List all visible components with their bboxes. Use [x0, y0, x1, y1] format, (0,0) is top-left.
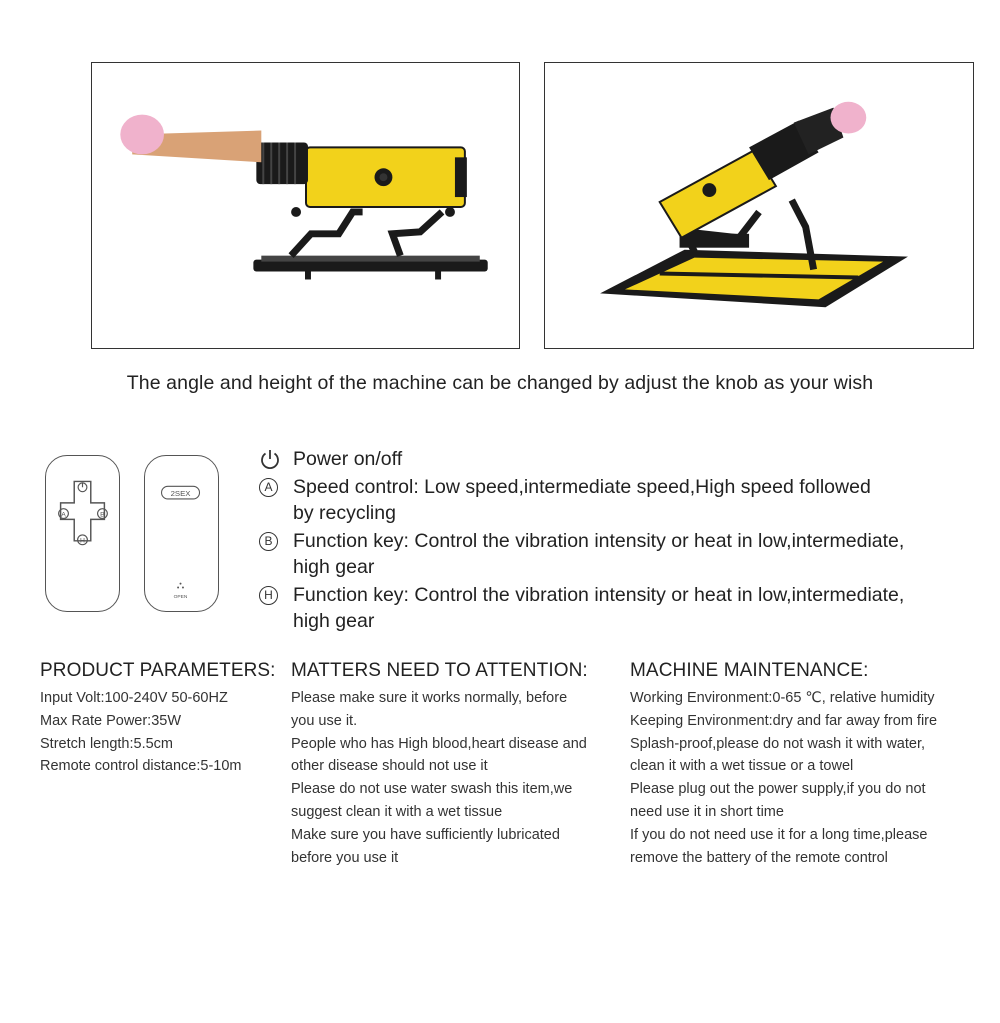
- attention-line: People who has High blood,heart disease and: [291, 735, 587, 752]
- attention-line: Make sure you have sufficiently lubricated: [291, 826, 560, 843]
- adjustment-caption: The angle and height of the machine can be changed by adjust the knob as your wish: [126, 372, 874, 394]
- remote-control-back: [144, 455, 219, 612]
- product-parameters-section: [40, 660, 280, 778]
- legend-text-speed-cont: by recycling: [293, 502, 396, 524]
- legend-item-speed: [259, 474, 969, 526]
- attention-line: Please do not use water swash this item,we: [291, 781, 573, 798]
- machine-angled-illustration: [545, 63, 973, 348]
- param-line: Max Rate Power:35W: [40, 712, 182, 729]
- legend-item-power: [259, 446, 969, 472]
- product-photo-angled: [544, 62, 974, 349]
- remote-b-label: B: [100, 511, 105, 519]
- remote-back-face: [145, 456, 218, 611]
- maintenance-line: Please plug out the power supply,if you do not: [630, 781, 926, 798]
- legend-text-power: Power on/off: [293, 448, 403, 470]
- maintenance-line: If you do not need use it for a long time,please: [630, 826, 928, 843]
- legend-item-function-b: [259, 528, 969, 580]
- attention-line: before you use it: [291, 849, 399, 866]
- maintenance-line: Keeping Environment:dry and far away from fire: [630, 712, 938, 729]
- letter-a-icon: A: [259, 478, 278, 497]
- product-parameters-heading: PRODUCT PARAMETERS:: [40, 660, 276, 681]
- legend-text-function-b: Function key: Control the vibration intensity or heat in low,intermediate,: [293, 530, 905, 552]
- battery-open-label: OPEN: [173, 595, 188, 601]
- letter-b-icon: B: [259, 532, 278, 551]
- legend-text-speed: Speed control: Low speed,intermediate speed,High speed followed: [293, 476, 871, 498]
- legend-item-function-h: [259, 582, 969, 634]
- attention-line: other disease should not use it: [291, 758, 488, 775]
- remote-h-label: H: [80, 537, 85, 545]
- maintenance-heading: MACHINE MAINTENANCE:: [630, 660, 869, 681]
- attention-line: you use it.: [291, 712, 358, 729]
- remote-function-legend: [259, 446, 969, 636]
- remote-button-pad: [46, 456, 119, 611]
- legend-text-function-h-cont: high gear: [293, 610, 375, 632]
- param-line: Remote control distance:5-10m: [40, 758, 242, 775]
- remote-control-front: [45, 455, 120, 612]
- product-photo-side: [91, 62, 520, 349]
- legend-text-function-h: Function key: Control the vibration intensity or heat in low,intermediate,: [293, 584, 905, 606]
- attention-heading: MATTERS NEED TO ATTENTION:: [291, 660, 588, 681]
- maintenance-line: Working Environment:0-65 ℃, relative humidity: [630, 690, 935, 706]
- power-icon: [259, 448, 281, 470]
- machine-side-illustration: [92, 63, 519, 348]
- attention-line: suggest clean it with a wet tissue: [291, 803, 503, 820]
- maintenance-line: need use it in short time: [630, 803, 784, 820]
- remote-a-label: A: [61, 511, 66, 519]
- letter-h-icon: H: [259, 586, 278, 605]
- maintenance-line: remove the battery of the remote control: [630, 849, 888, 866]
- param-line: Input Volt:100-240V 50-60HZ: [40, 690, 228, 706]
- remote-brand-logo: 2SEX: [170, 489, 191, 499]
- maintenance-line: Splash-proof,please do not wash it with water,: [630, 735, 925, 752]
- maintenance-section: [630, 660, 975, 869]
- attention-line: Please make sure it works normally, before: [291, 690, 568, 706]
- attention-section: [291, 660, 616, 869]
- legend-text-function-b-cont: high gear: [293, 556, 375, 578]
- param-line: Stretch length:5.5cm: [40, 735, 173, 752]
- maintenance-line: clean it with a wet tissue or a towel: [630, 758, 854, 775]
